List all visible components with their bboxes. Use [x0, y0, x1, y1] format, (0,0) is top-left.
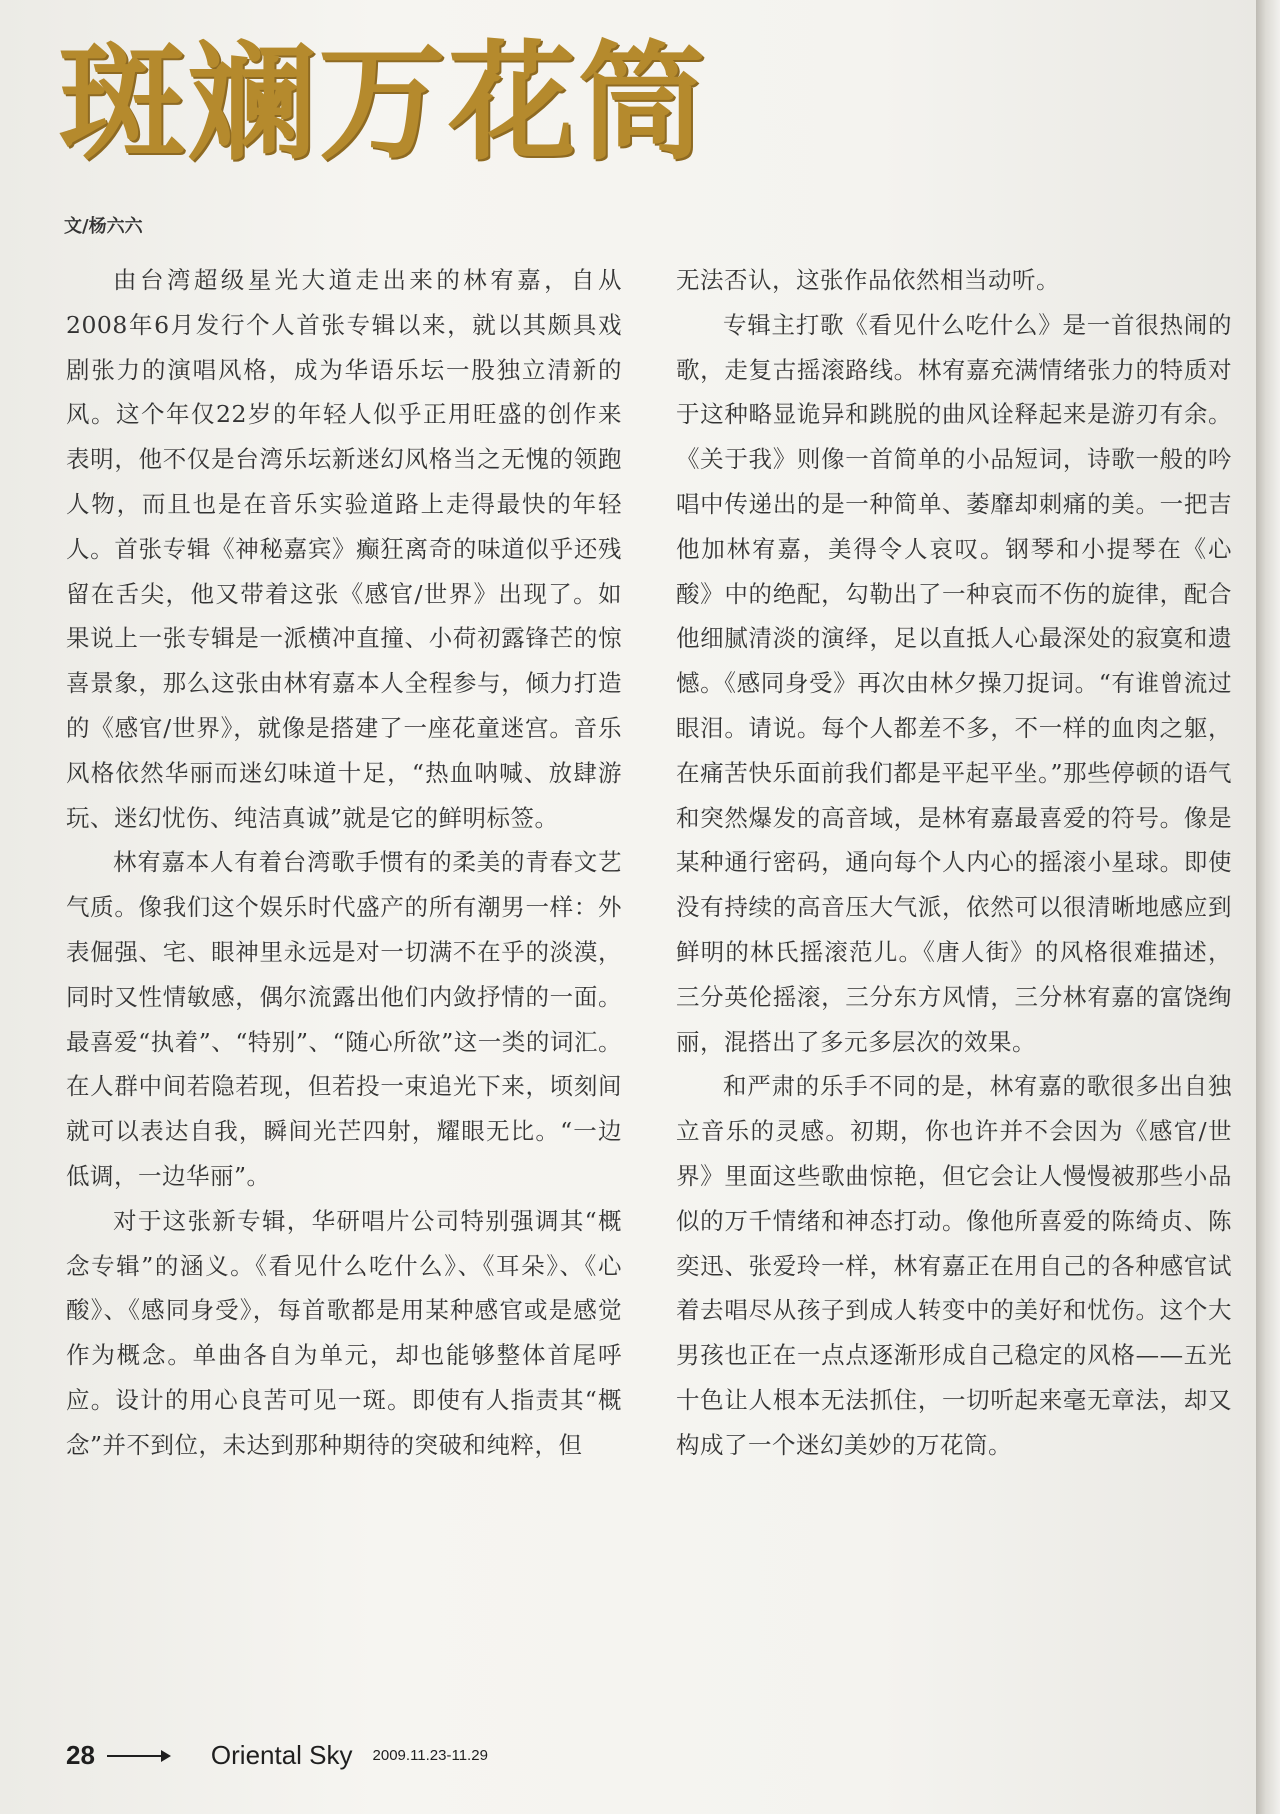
paragraph: 由台湾超级星光大道走出来的林宥嘉，自从2008年6月发行个人首张专辑以来，就以其颇具戏剧张力的演唱风格，成为华语乐坛一股独立清新的风。这个年仅22岁的年轻人似乎正用旺盛的创作来表明，他不仅是台湾乐坛新迷幻风格当之无愧的领跑人物，而且也是在音乐实验道路上走得最快的年轻人。首张专辑《神秘嘉宾》癫狂离奇的味道似乎还残留在舌尖，他又带着这张《感官/世界》出现了。如果说上一张专辑是一派横冲直撞、小荷初露锋芒的惊喜景象，那么这张由林宥嘉本人全程参与，倾力打造的《感官/世界》，就像是搭建了一座花童迷宫。音乐风格依然华丽而迷幻味道十足，“热血呐喊、放肆游玩、迷幻忧伤、纯洁真诚”就是它的鲜明标签。 [66, 266, 622, 832]
page-edge-shadow [1256, 0, 1280, 1814]
article-title: 斑斓万花筒 [58, 29, 709, 178]
paragraph: 专辑主打歌《看见什么吃什么》是一首很热闹的歌，走复古摇滚路线。林宥嘉充满情绪张力的特质对于这种略显诡异和跳脱的曲风诠释起来是游刃有余。《关于我》则像一首简单的小品短词，诗歌一般的吟唱中传递出的是一种简单、萎靡却刺痛的美。一把吉他加林宥嘉，美得令人哀叹。钢琴和小提琴在《心酸》中的绝配，勾勒出了一种哀而不伤的旋律，配合他细腻清淡的演绎，足以直抵人心最深处的寂寞和遗憾。《感同身受》再次由林夕操刀捉词。“有谁曾流过眼泪。请说。每个人都差不多，不一样的血肉之躯，在痛苦快乐面前我们都是平起平坐。”那些停顿的语气和突然爆发的高音域，是林宥嘉最喜爱的符号。像是某种通行密码，通向每个人内心的摇滚小星球。即使没有持续的高音压大气派，依然可以很清晰地感应到鲜明的林氏摇滚范儿。《唐人街》的风格很难描述，三分英伦摇滚，三分东方风情，三分林宥嘉的富饶绚丽，混搭出了多元多层次的效果。 [676, 310, 1232, 1056]
left-column [66, 258, 622, 1468]
right-arrow-icon [107, 1755, 169, 1757]
page-footer [66, 1740, 488, 1771]
right-column [676, 258, 1232, 1468]
article-byline: 文/杨六六 [64, 216, 143, 237]
paragraph: 对于这张新专辑，华研唱片公司特别强调其“概念专辑”的涵义。《看见什么吃什么》、《耳朵》、《心酸》、《感同身受》，每首歌都是用某种感官或是感觉作为概念。单曲各自为单元，却也能够整体首尾呼应。设计的用心良苦可见一斑。即使有人指责其“概念”并不到位，未达到那种期待的突破和纯粹，但 [66, 1206, 622, 1459]
paragraph: 林宥嘉本人有着台湾歌手惯有的柔美的青春文艺气质。像我们这个娱乐时代盛产的所有潮男一样：外表倔强、宅、眼神里永远是对一切满不在乎的淡漠，同时又性情敏感，偶尔流露出他们内敛抒情的一面。最喜爱“执着”、“特别”、“随心所欲”这一类的词汇。在人群中间若隐若现，但若投一束追光下来，顷刻间就可以表达自我，瞬间光芒四射，耀眼无比。“一边低调，一边华丽”。 [66, 848, 622, 1190]
paragraph: 和严肃的乐手不同的是，林宥嘉的歌很多出自独立音乐的灵感。初期，你也许并不会因为《感官/世界》里面这些歌曲惊艳，但它会让人慢慢被那些小品似的万千情绪和神态打动。像他所喜爱的陈绮贞、陈奕迅、张爱玲一样，林宥嘉正在用自己的各种感官试着去唱尽从孩子到成人转变中的美好和忧伤。这个大男孩也正在一点点逐渐形成自己稳定的风格——五光十色让人根本无法抓住，一切听起来毫无章法，却又构成了一个迷幻美妙的万花筒。 [676, 1072, 1232, 1459]
magazine-name: Oriental Sky [210, 1740, 353, 1770]
paragraph-continued: 无法否认，这张作品依然相当动听。 [676, 266, 1060, 294]
page-number: 28 [66, 1740, 95, 1770]
issue-date: 2009.11.23-11.29 [372, 1747, 488, 1764]
